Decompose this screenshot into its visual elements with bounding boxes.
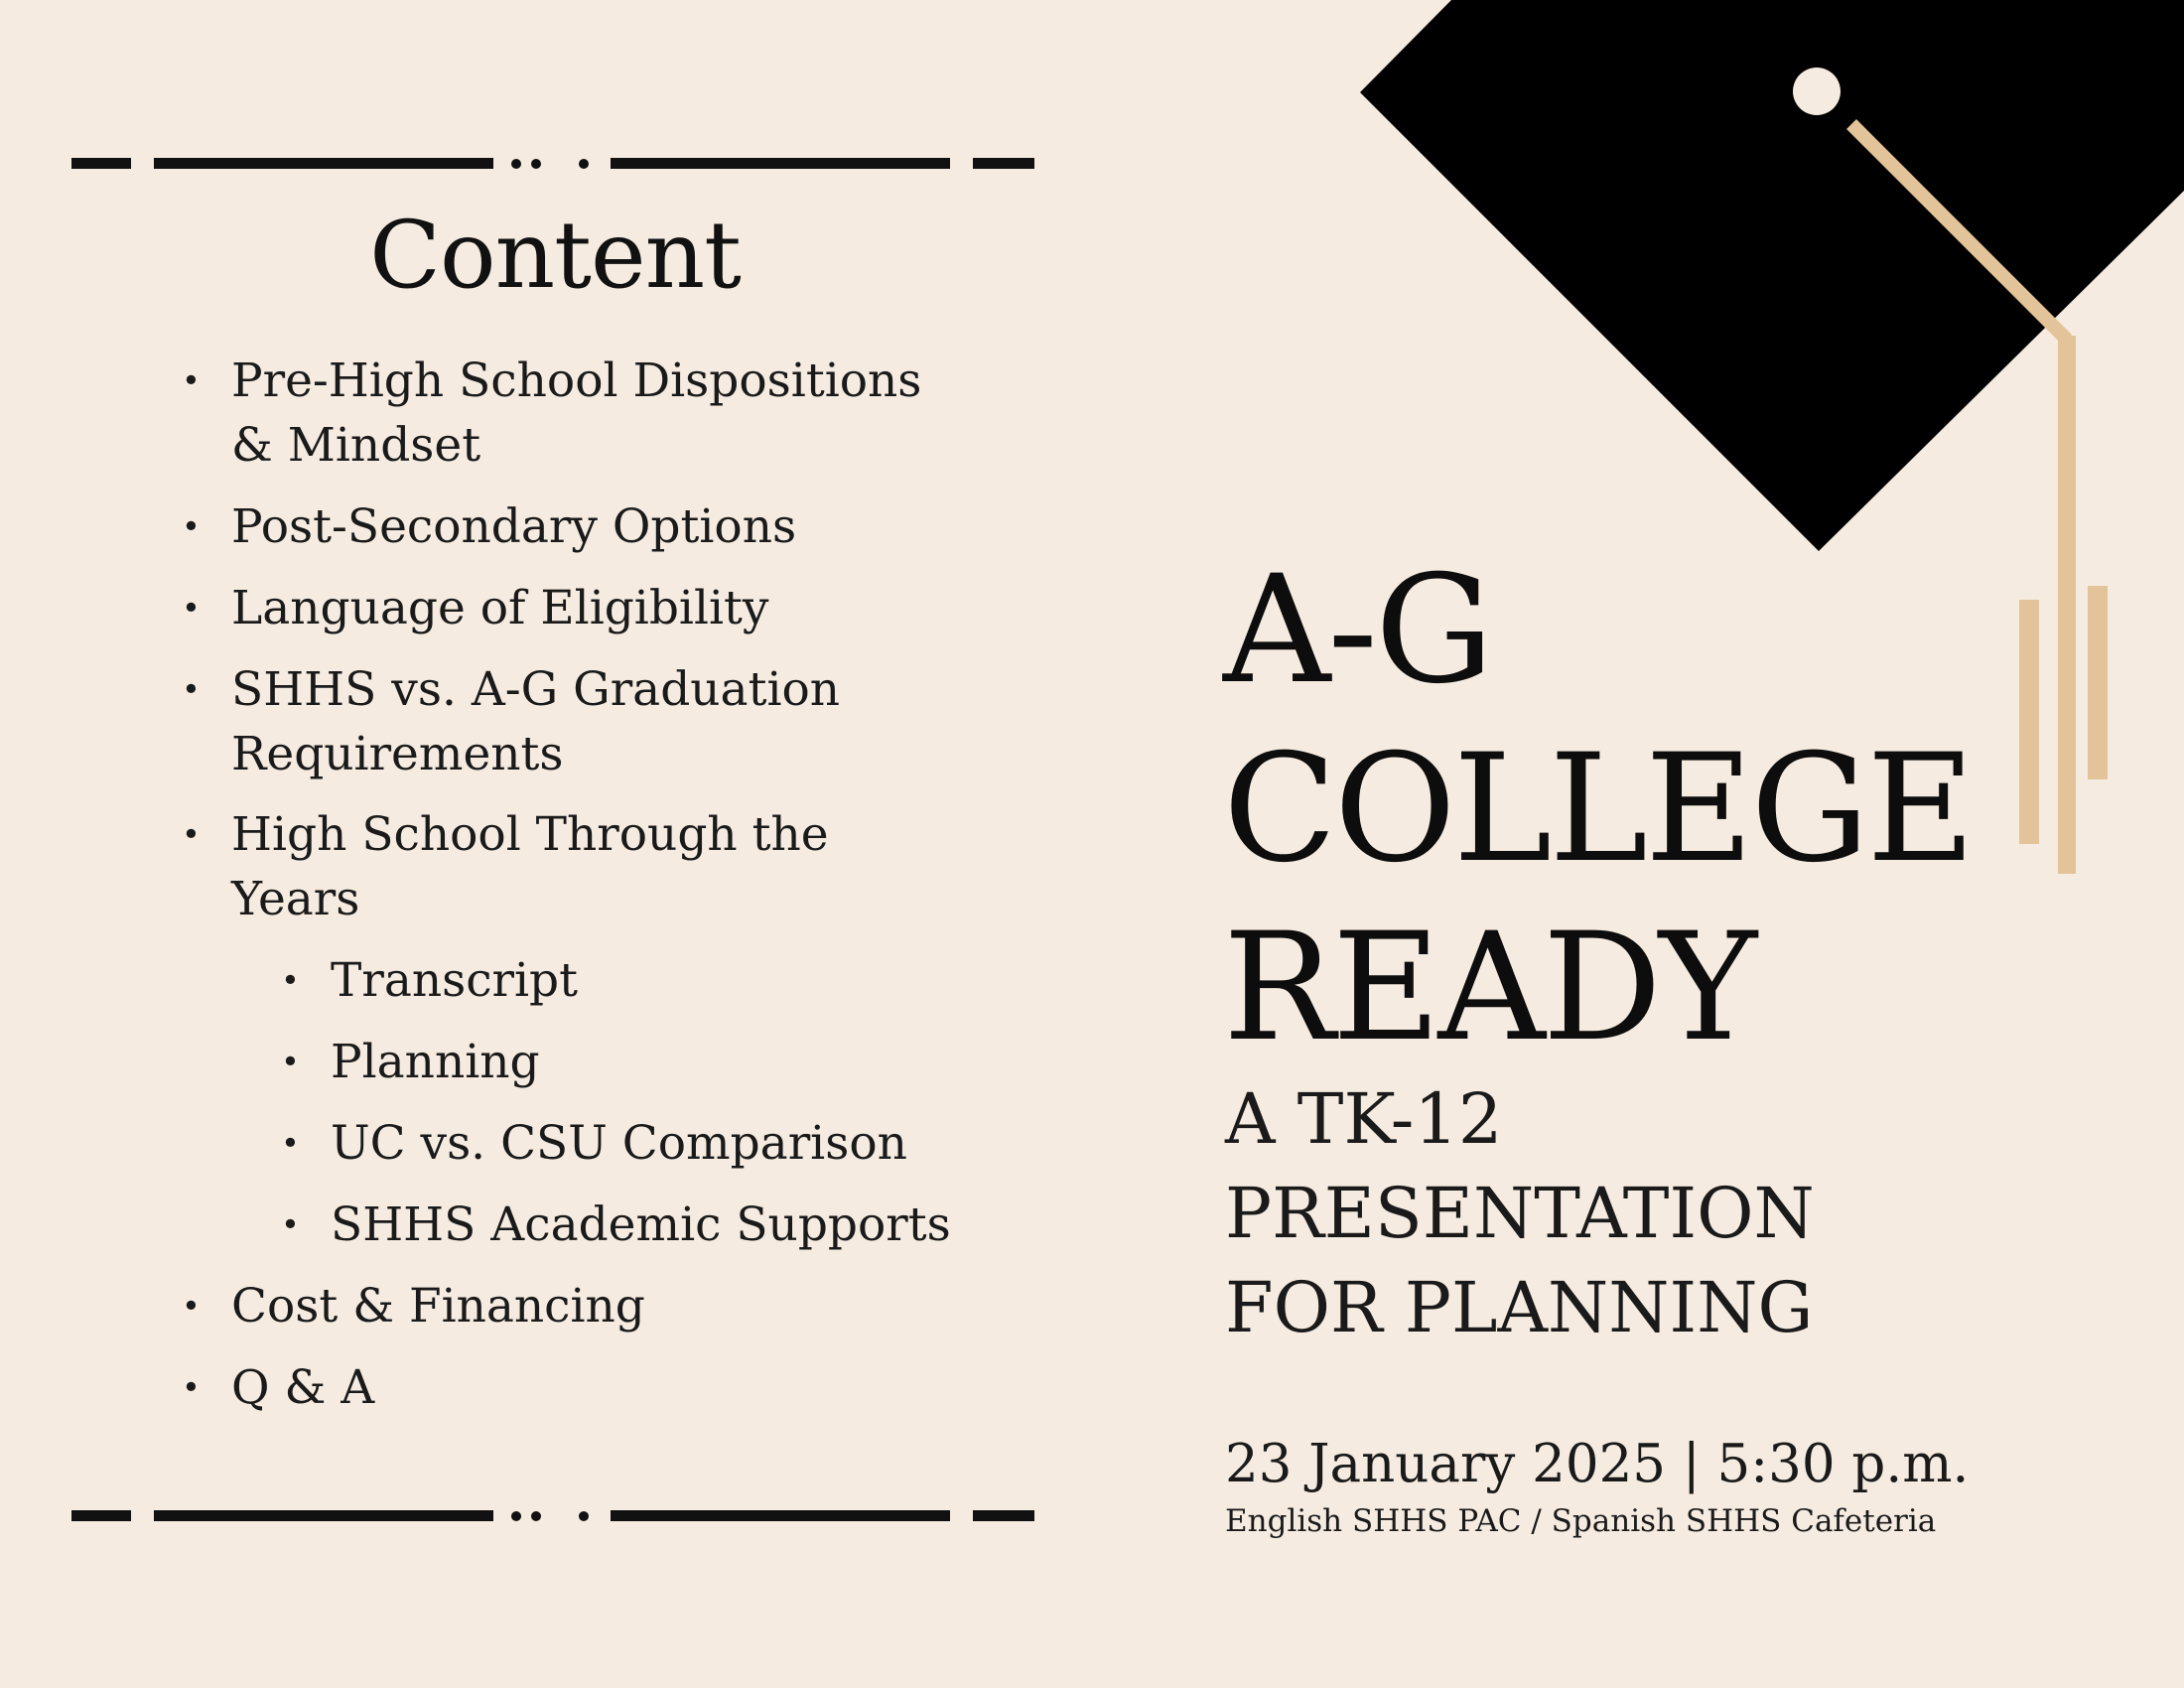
agenda-item-q-and-a: Q & A (231, 1360, 375, 1415)
headline-line: COLLEGE (1223, 723, 1973, 896)
event-location: English SHHS PAC / Spanish SHHS Cafeteria (1225, 1503, 1937, 1539)
sub-bullet: • (281, 1043, 300, 1080)
subtitle-line: PRESENTATION (1225, 1173, 1815, 1254)
bullet: • (182, 589, 201, 627)
bullet: • (182, 815, 201, 853)
headline-line: A-G (1223, 544, 1491, 717)
agenda-subitem-uc-csu: UC vs. CSU Comparison (331, 1116, 907, 1171)
agenda-item-post-secondary: Post-Secondary Options (231, 499, 797, 554)
bullet: • (182, 1368, 201, 1406)
agenda-subitem-transcript: Transcript (331, 953, 579, 1008)
bottom-divider (0, 1506, 1092, 1526)
divider-dot (511, 1511, 521, 1521)
sub-bullet: • (281, 1124, 300, 1162)
agenda-item-label-continued: Requirements (231, 727, 564, 781)
agenda-item-dispositions (231, 349, 921, 478)
agenda-item-eligibility: Language of Eligibility (231, 581, 769, 635)
sub-bullet: • (281, 961, 300, 999)
agenda-subitem-academic-supports: SHHS Academic Supports (331, 1197, 951, 1252)
agenda-item-label: High School Through the (231, 807, 829, 862)
event-subtitle (1225, 1072, 1815, 1355)
tassel-strand (2088, 586, 2108, 779)
divider-dot (531, 1511, 541, 1521)
sub-bullet: • (281, 1205, 300, 1243)
cap-button (1793, 68, 1841, 115)
bullet: • (182, 361, 201, 399)
divider-segment (154, 1510, 493, 1521)
divider-segment (611, 1510, 950, 1521)
agenda-item-label: Pre-High School Dispositions (231, 353, 922, 408)
agenda-item-label-continued: Years (231, 872, 360, 926)
agenda-item-cost-financing: Cost & Financing (231, 1279, 645, 1334)
event-headline (1223, 541, 1973, 1077)
agenda-item-graduation-requirements (231, 657, 840, 786)
bullet: • (182, 670, 201, 708)
divider-segment (71, 1510, 131, 1521)
agenda-item-high-school-years (231, 802, 829, 931)
divider-dot (579, 1511, 589, 1521)
subtitle-line: A TK-12 (1225, 1078, 1503, 1160)
event-date-time: 23 January 2025 | 5:30 p.m. (1225, 1434, 1970, 1494)
content-title: Content (369, 202, 741, 310)
subtitle-line: FOR PLANNING (1225, 1267, 1814, 1348)
divider-segment (973, 1510, 1034, 1521)
bullet: • (182, 507, 201, 545)
headline-line: READY (1223, 902, 1755, 1074)
bullet: • (182, 1287, 201, 1325)
agenda-subitem-planning: Planning (331, 1035, 540, 1089)
agenda-item-label-continued: & Mindset (231, 418, 481, 473)
agenda-item-label: SHHS vs. A-G Graduation (231, 662, 841, 717)
tassel-strand (2019, 600, 2039, 844)
